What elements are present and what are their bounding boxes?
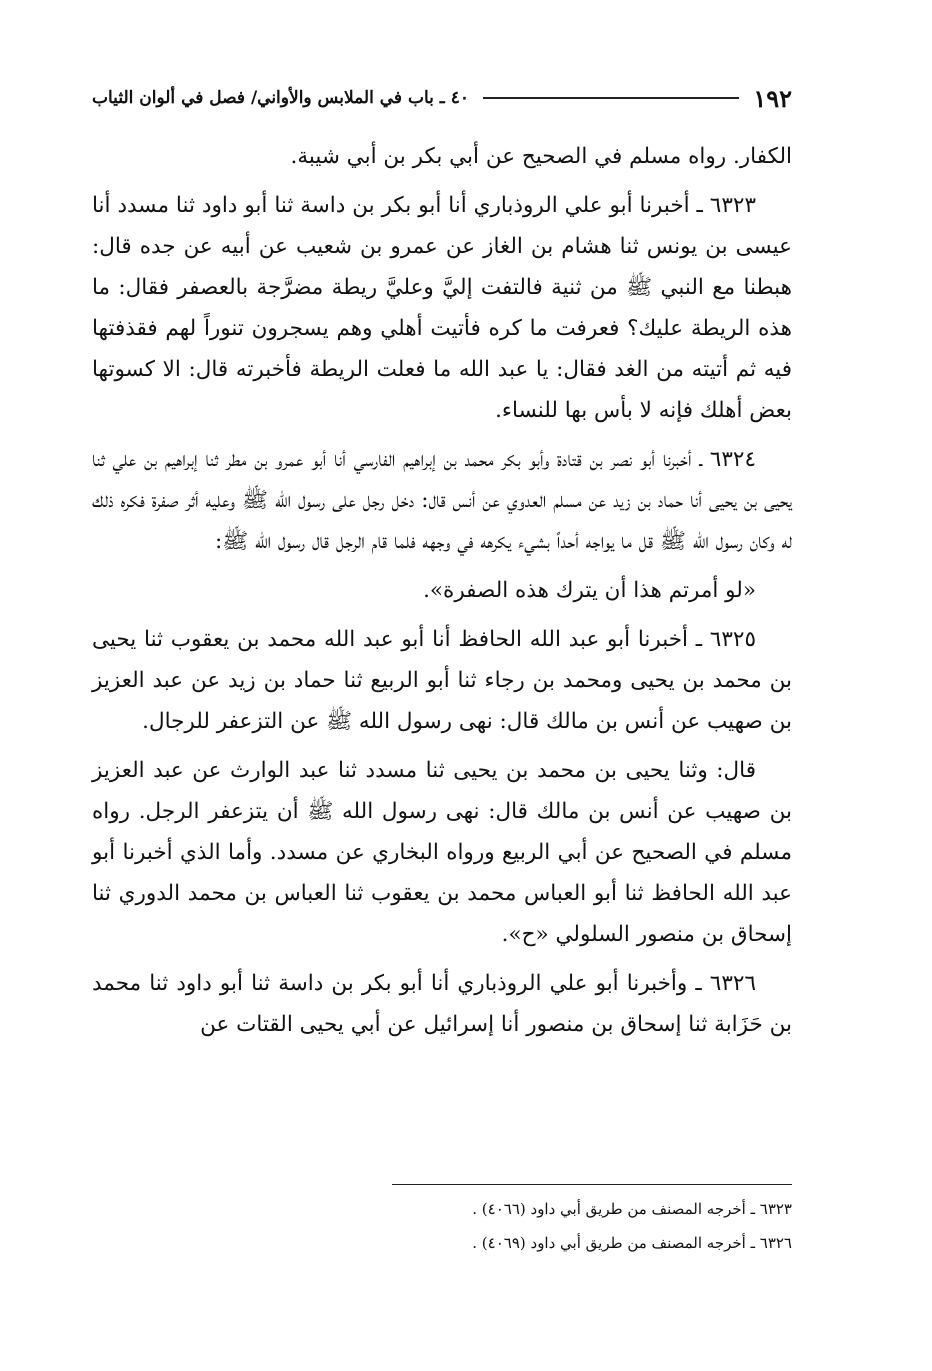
footnote-rule <box>392 1184 792 1185</box>
hadith-6326 <box>92 963 792 1045</box>
hadith-number: ٦٣٢٣ <box>709 193 756 218</box>
paragraph-continuation <box>92 136 792 177</box>
running-head: ٤٠ ـ باب في الملابس والأواني/ فصل في ألوان الثياب <box>92 88 469 108</box>
hadith-6325 <box>92 619 792 742</box>
page-header <box>92 80 792 116</box>
prophetic-quote <box>92 570 792 611</box>
hadith-number: ٦٣٢٤ <box>709 447 756 472</box>
hadith-text: ـ أخبرنا أبو عبد الله الحافظ أنا أبو عبد الله محمد بن يعقوب ثنا يحيى بن محمد بن يحيى ومحمد بن رجاء ثنا أبو الربيع ثنا حماد بن زيد عن عبد العزيز بن صهيب عن أنس بن مالك قال: نهى رسول الله ﷺ عن التزعفر للرجال. <box>92 627 792 734</box>
hadith-text: ـ أخبرنا أبو علي الروذباري أنا أبو بكر بن داسة ثنا أبو داود ثنا مسدد أنا عيسى بن يونس ثنا هشام بن الغاز عن عمرو بن شعيب عن أبيه عن جده قال: هبطنا مع النبي ﷺ من ثنية فالتفت إليَّ وعليَّ ريطة مضرَّجة بالعصفر فقال: ما هذه الريطة عليك؟ فعرفت ما كره فأتيت أهلي وهم يسجرون تنوراً لهم فقذفتها فيه ثم أتيته من الغد فقال: يا عبد الله ما فعلت الريطة فأخبرته قال: الا كسوتها بعض أهلك فإنه لا بأس بها للنساء. <box>92 193 792 423</box>
hadith-6324 <box>92 439 792 562</box>
footnote-6326: ٦٣٢٦ ـ أخرجه المصنف من طريق أبي داود (٤٠٦٩) . <box>472 1234 792 1252</box>
paragraph-text: الكفار. رواه مسلم في الصحيح عن أبي بكر بن أبي شيبة. <box>290 144 792 169</box>
hadith-text: ـ أخبرنا أبو نصر بن قتادة وأبو بكر محمد بن إبراهيم الفارسي أنا أبو عمرو بن مطر ثنا إبراهيم بن علي ثنا يحيى بن يحيى أنا حماد بن زيد عن مسلم العدوي عن أنس قال: دخل رجل على رسول الله ﷺ وعليه أثر صفرة فكره ذلك له وكان رسول الله ﷺ قل ما يواجه أحداً بشيء يكرهه في وجهه فلما قام الرجل قال رسول الله ﷺ: <box>92 447 792 554</box>
header-rule <box>483 97 739 99</box>
hadith-text: ـ وأخبرنا أبو علي الروذباري أنا أبو بكر بن داسة ثنا أبو داود ثنا محمد بن حَزَابة ثنا إسحاق بن منصور أنا إسرائيل عن أبي يحيى القتات عن <box>92 971 792 1037</box>
quote-text: «لو أمرتم هذا أن يترك هذه الصفرة». <box>423 578 756 603</box>
hadith-6323 <box>92 185 792 431</box>
footnote-6323: ٦٣٢٣ ـ أخرجه المصنف من طريق أبي داود (٤٠٦٦) . <box>472 1200 792 1218</box>
hadith-number: ٦٣٢٥ <box>709 627 756 652</box>
hadith-6325-continued <box>92 750 792 955</box>
hadith-number: ٦٣٢٦ <box>709 971 756 996</box>
paragraph-text: قال: وثنا يحيى بن محمد بن يحيى ثنا مسدد ثنا عبد الوارث عن عبد العزيز بن صهيب عن أنس بن مالك قال: نهى رسول الله ﷺ أن يتزعفر الرجل. رواه مسلم في الصحيح عن أبي الربيع ورواه البخاري عن مسدد. وأما الذي أخبرنا أبو عبد الله الحافظ ثنا أبو العباس محمد بن يعقوب ثنا العباس بن محمد الدوري ثنا إسحاق بن منصور السلولي «ح». <box>92 758 792 947</box>
page-number: ١٩٢ <box>753 83 792 113</box>
footnotes <box>92 1192 792 1260</box>
main-text <box>92 136 792 1053</box>
